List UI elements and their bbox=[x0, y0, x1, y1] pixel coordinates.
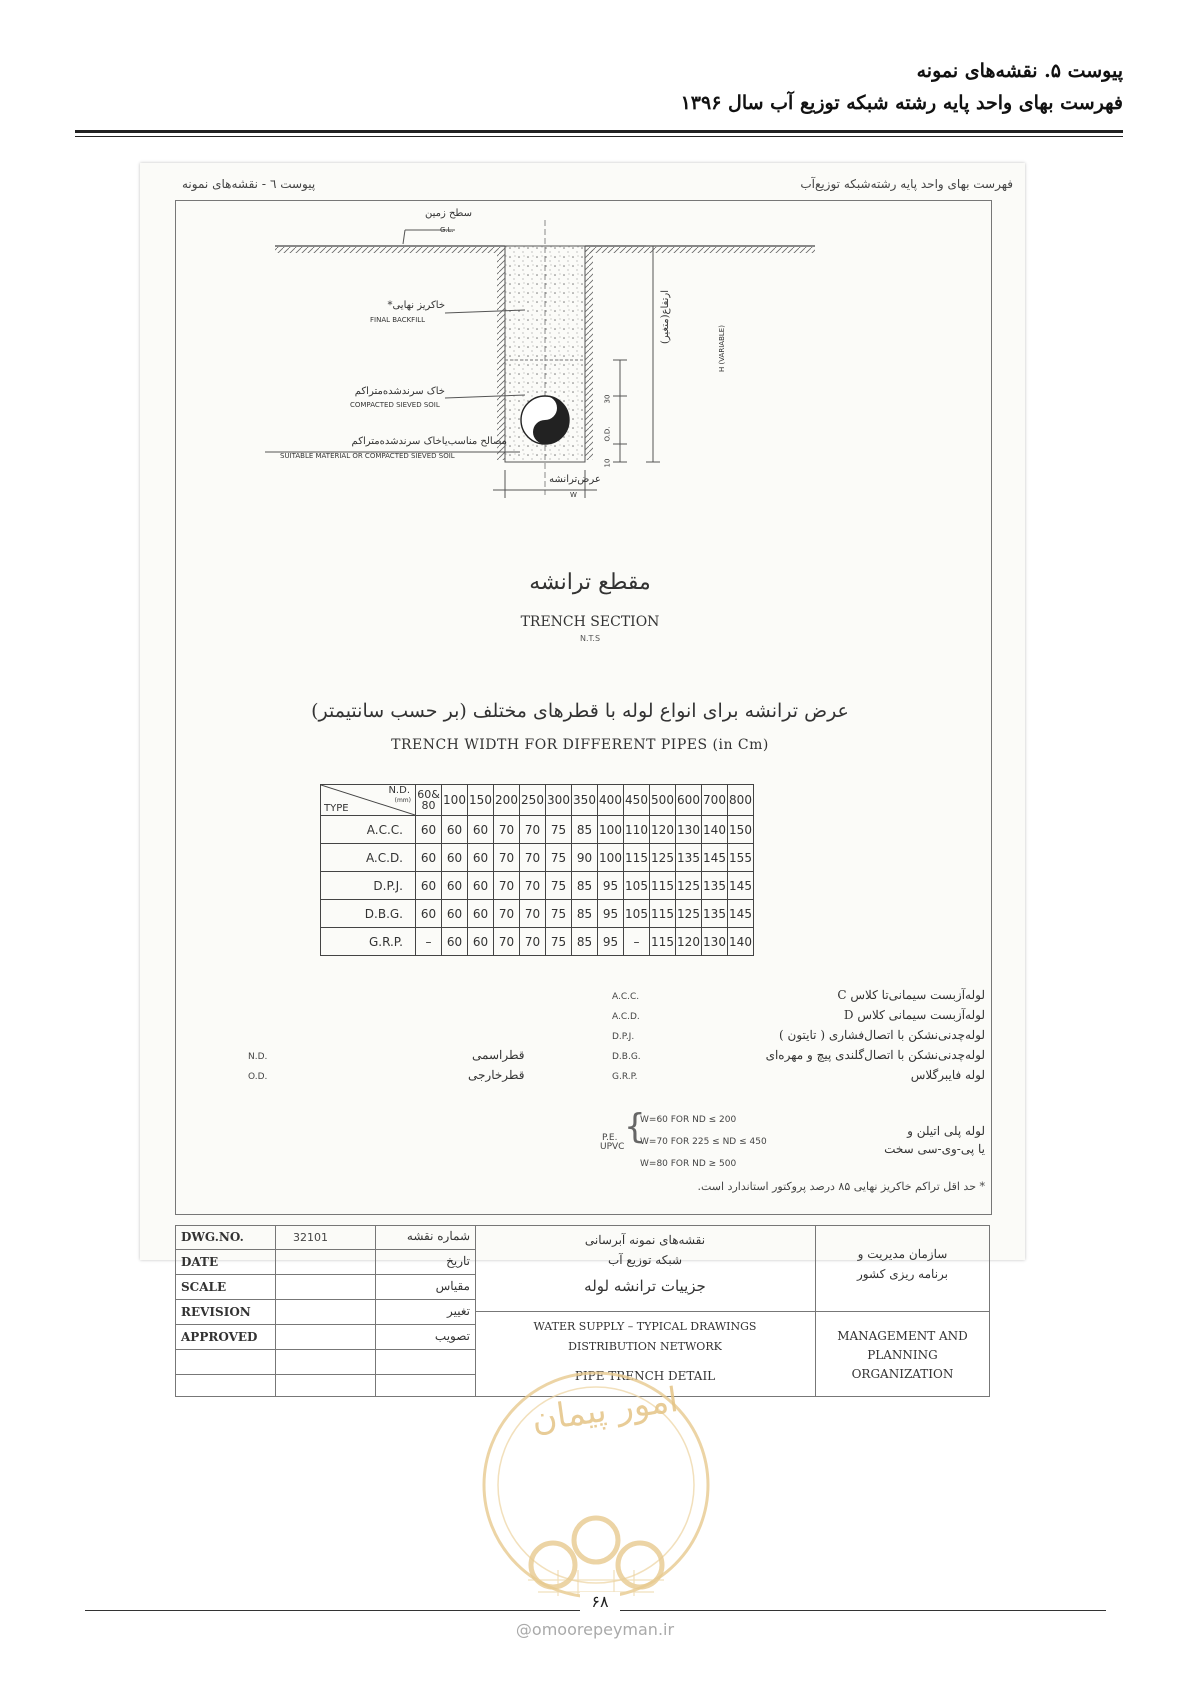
center-title-en-1: WATER SUPPLY – TYPICAL DRAWINGS bbox=[533, 1320, 757, 1333]
table-row bbox=[321, 872, 754, 900]
table-cell: 60 bbox=[442, 928, 468, 956]
column-header: 500 bbox=[650, 785, 676, 816]
row-type: A.C.C. bbox=[321, 816, 416, 844]
center-title-en-3: PIPE TRENCH DETAIL bbox=[574, 1369, 716, 1383]
corner-type-label: TYPE bbox=[324, 803, 349, 814]
approved-label: APPROVED bbox=[181, 1330, 258, 1344]
pe-desc-1: لوله پلی اتیلن و bbox=[907, 1124, 985, 1138]
table-cell: 75 bbox=[546, 844, 572, 872]
table-cell: 150 bbox=[728, 816, 754, 844]
final-backfill-label-en: FINAL BACKFILL bbox=[370, 316, 426, 324]
column-header bbox=[416, 785, 442, 816]
row-type: G.R.P. bbox=[321, 928, 416, 956]
table-cell: 60 bbox=[416, 816, 442, 844]
column-header: 100 bbox=[442, 785, 468, 816]
table-cell: 155 bbox=[728, 844, 754, 872]
table-cell: 115 bbox=[624, 844, 650, 872]
table-cell: 70 bbox=[520, 844, 546, 872]
width-table-title-en: TRENCH WIDTH FOR DIFFERENT PIPES (in Cm) bbox=[391, 737, 769, 753]
table-cell: 125 bbox=[676, 872, 702, 900]
sheet-header-right: فهرست بهای واحد پایه رشته‌شبکه توزیع‌آب bbox=[800, 177, 1013, 191]
table-cell: – bbox=[416, 928, 442, 956]
center-title-en-2: DISTRIBUTION NETWORK bbox=[568, 1340, 722, 1353]
ground-label-fa: سطح زمین bbox=[424, 208, 472, 219]
ground-hatch-right bbox=[585, 247, 815, 253]
table-cell: 145 bbox=[728, 900, 754, 928]
table-cell: 130 bbox=[702, 928, 728, 956]
legend-abbr: A.C.D. bbox=[612, 1012, 640, 1022]
table-corner-cell bbox=[321, 785, 416, 816]
table-cell: 100 bbox=[598, 816, 624, 844]
row-type: D.P.J. bbox=[321, 872, 416, 900]
table-cell: 75 bbox=[546, 928, 572, 956]
table-cell: 115 bbox=[650, 900, 676, 928]
ground-label-en: G.L. bbox=[440, 226, 454, 234]
column-header-line1: 60& bbox=[417, 788, 440, 801]
table-cell: 60 bbox=[416, 872, 442, 900]
org-en-1: MANAGEMENT AND bbox=[837, 1329, 968, 1343]
table-cell: 120 bbox=[676, 928, 702, 956]
column-header: 200 bbox=[494, 785, 520, 816]
pe-label: P.E. bbox=[602, 1133, 618, 1143]
compaction-note: * حد اقل تراکم خاکریز نهایی ۸۵ درصد پروکتور استاندارد است. bbox=[697, 1180, 985, 1193]
od-abbr: O.D. bbox=[248, 1072, 268, 1082]
table-cell: 115 bbox=[650, 928, 676, 956]
table-cell: 140 bbox=[702, 816, 728, 844]
table-row bbox=[321, 816, 754, 844]
table-cell: 135 bbox=[702, 872, 728, 900]
org-fa-2: برنامه ریزی کشور bbox=[856, 1267, 948, 1281]
dwg-no-label: DWG.NO. bbox=[181, 1230, 244, 1244]
table-cell: 70 bbox=[494, 816, 520, 844]
table-cell: 60 bbox=[442, 872, 468, 900]
pe-rule: W=70 FOR 225 ≤ ND ≤ 450 bbox=[640, 1137, 767, 1147]
revision-label: REVISION bbox=[181, 1305, 251, 1319]
watermark-text: امور پیمان bbox=[529, 1379, 681, 1441]
table-cell: 75 bbox=[546, 872, 572, 900]
header-line-1: پیوست ۵. نقشه‌های نمونه bbox=[916, 60, 1123, 82]
column-header: 450 bbox=[624, 785, 650, 816]
table-cell: 70 bbox=[520, 928, 546, 956]
compacted-soil-label-fa: خاک سرندشده‌متراکم bbox=[354, 386, 445, 397]
row-type: D.B.G. bbox=[321, 900, 416, 928]
corner-mm-label: (mm) bbox=[394, 797, 411, 804]
scale-label-fa: مقیاس bbox=[435, 1279, 470, 1293]
table-cell: 120 bbox=[650, 816, 676, 844]
table-cell: 70 bbox=[494, 928, 520, 956]
column-header: 250 bbox=[520, 785, 546, 816]
compacted-soil-label-en: COMPACTED SIEVED SOIL bbox=[350, 401, 440, 409]
center-title-fa-1: نقشه‌های نمونه آبرسانی bbox=[584, 1233, 706, 1247]
legend-desc: لوله‌آزبست سیمانی‌تا کلاس C bbox=[837, 988, 985, 1002]
header-rule-thick bbox=[75, 130, 1123, 133]
legend-desc: لوله‌آزبست سیمانی کلاس D bbox=[843, 1008, 985, 1022]
pe-rule: W=80 FOR ND ≥ 500 bbox=[640, 1159, 737, 1169]
table-cell: 140 bbox=[728, 928, 754, 956]
table-cell: 60 bbox=[468, 900, 494, 928]
table-cell: 60 bbox=[468, 816, 494, 844]
sheet-header-left: پیوست ٦ - نقشه‌های نمونه bbox=[182, 177, 316, 191]
table-cell: 95 bbox=[598, 900, 624, 928]
brace-icon: { bbox=[624, 1107, 646, 1147]
column-header: 800 bbox=[728, 785, 754, 816]
date-label-fa: تاریخ bbox=[446, 1254, 470, 1268]
dim-od: O.D. bbox=[603, 426, 612, 442]
table-cell: 85 bbox=[572, 928, 598, 956]
upvc-label: UPVC bbox=[600, 1142, 625, 1152]
table-cell: 105 bbox=[624, 872, 650, 900]
column-header: 350 bbox=[572, 785, 598, 816]
dwg-no-value: 32101 bbox=[293, 1231, 328, 1244]
legend-abbr: D.P.J. bbox=[612, 1032, 635, 1042]
table-cell: 85 bbox=[572, 872, 598, 900]
table-cell: 135 bbox=[702, 900, 728, 928]
column-header: 700 bbox=[702, 785, 728, 816]
section-scale: N.T.S bbox=[579, 634, 601, 643]
site-watermark: @omoorepeyman.ir bbox=[515, 1620, 675, 1639]
suitable-material-label-fa: مصالح مناسب‌یاخاک سرندشده‌متراکم bbox=[351, 436, 507, 447]
legend-desc: لوله فایبرگلاس bbox=[910, 1068, 985, 1082]
date-label: DATE bbox=[181, 1255, 219, 1269]
table-cell: 70 bbox=[494, 900, 520, 928]
trench-wall-left bbox=[497, 250, 505, 460]
table-cell: 60 bbox=[416, 844, 442, 872]
table-cell: 60 bbox=[468, 844, 494, 872]
table-cell: 105 bbox=[624, 900, 650, 928]
org-fa-1: سازمان مدیریت و bbox=[857, 1247, 948, 1261]
header-rule-thin bbox=[75, 136, 1123, 137]
table-row bbox=[321, 928, 754, 956]
trench-section-drawing bbox=[175, 200, 990, 550]
nd-desc: قطراسمی bbox=[472, 1048, 525, 1062]
org-en-3: ORGANIZATION bbox=[851, 1367, 954, 1381]
width-table-title-fa: عرض ترانشه برای انواع لوله با قطرهای مختلف (بر حسب سانتیمتر) bbox=[311, 700, 849, 722]
dwg-no-label-fa: شماره نقشه bbox=[406, 1229, 470, 1243]
table-cell: 100 bbox=[598, 844, 624, 872]
table-cell: 60 bbox=[416, 900, 442, 928]
table-header-row bbox=[321, 785, 754, 816]
approved-label-fa: تصویب bbox=[434, 1329, 470, 1343]
table-row bbox=[321, 844, 754, 872]
table-cell: 125 bbox=[676, 900, 702, 928]
table-cell: 70 bbox=[520, 872, 546, 900]
table-cell: 70 bbox=[520, 816, 546, 844]
height-label-en: H (VARIABLE) bbox=[718, 325, 726, 372]
table-cell: 90 bbox=[572, 844, 598, 872]
trench-wall-right bbox=[585, 250, 593, 460]
section-title-fa: مقطع ترانشه bbox=[529, 570, 651, 595]
od-desc: قطرخارجی bbox=[468, 1068, 525, 1082]
height-label-fa: ارتفاع(متغیر) bbox=[660, 290, 671, 344]
pe-desc-2: یا پی-وی-سی سخت bbox=[884, 1142, 985, 1156]
table-cell: 85 bbox=[572, 900, 598, 928]
table-row bbox=[321, 900, 754, 928]
table-cell: 70 bbox=[494, 844, 520, 872]
final-backfill-label-fa: خاکریز نهایی* bbox=[387, 300, 445, 311]
suitable-material-label-en: SUITABLE MATERIAL OR COMPACTED SIEVED SOIL bbox=[280, 452, 455, 460]
table-cell: 95 bbox=[598, 872, 624, 900]
trench-width-label-fa: عرض‌ترانشه bbox=[549, 474, 601, 485]
scale-label: SCALE bbox=[181, 1280, 227, 1294]
trench-width-table bbox=[320, 784, 754, 956]
legend-desc: لوله‌چدنی‌نشکن با اتصال‌فشاری ( تایتون ) bbox=[779, 1028, 985, 1042]
table-cell: 95 bbox=[598, 928, 624, 956]
table-cell: 145 bbox=[702, 844, 728, 872]
ground-hatch-left bbox=[275, 247, 505, 253]
table-cell: 75 bbox=[546, 900, 572, 928]
table-cell: 60 bbox=[442, 816, 468, 844]
row-type: A.C.D. bbox=[321, 844, 416, 872]
dim-10: 10 bbox=[603, 458, 612, 468]
org-en-2: PLANNING bbox=[867, 1348, 938, 1362]
table-cell: 70 bbox=[520, 900, 546, 928]
revision-label-fa: تغییر bbox=[447, 1304, 470, 1318]
column-header: 150 bbox=[468, 785, 494, 816]
table-cell: 60 bbox=[468, 928, 494, 956]
table-cell: 110 bbox=[624, 816, 650, 844]
table-cell: 60 bbox=[442, 900, 468, 928]
table-cell: 85 bbox=[572, 816, 598, 844]
trench-width-label-en: W bbox=[570, 491, 577, 499]
table-cell: 130 bbox=[676, 816, 702, 844]
legend-desc: لوله‌چدنی‌نشکن با اتصال‌گلندی پیچ و مهره‌ای bbox=[765, 1048, 985, 1062]
legend-abbr: G.R.P. bbox=[612, 1072, 638, 1082]
table-cell: 60 bbox=[442, 844, 468, 872]
column-header: 300 bbox=[546, 785, 572, 816]
header-line-2: فهرست بهای واحد پایه رشته شبکه توزیع آب سال ۱۳۹۶ bbox=[680, 92, 1123, 114]
column-header: 400 bbox=[598, 785, 624, 816]
table-cell: 75 bbox=[546, 816, 572, 844]
legend-abbr: D.B.G. bbox=[612, 1052, 641, 1062]
dim-30: 30 bbox=[603, 394, 612, 404]
table-cell: – bbox=[624, 928, 650, 956]
pe-rule: W=60 FOR ND ≤ 200 bbox=[640, 1115, 737, 1125]
table-cell: 115 bbox=[650, 872, 676, 900]
table-cell: 60 bbox=[468, 872, 494, 900]
table-cell: 135 bbox=[676, 844, 702, 872]
section-title-en: TRENCH SECTION bbox=[520, 614, 660, 630]
page-number: ۶۸ bbox=[580, 1592, 620, 1611]
corner-nd-label: N.D. bbox=[388, 785, 410, 796]
nd-abbr: N.D. bbox=[248, 1052, 268, 1062]
center-title-fa-3: جزییات ترانشه لوله bbox=[584, 1277, 706, 1295]
column-header-line2: 80 bbox=[421, 799, 436, 812]
table-cell: 125 bbox=[650, 844, 676, 872]
column-header: 600 bbox=[676, 785, 702, 816]
table-cell: 70 bbox=[494, 872, 520, 900]
table-cell: 145 bbox=[728, 872, 754, 900]
center-title-fa-2: شبکه توزیع آب bbox=[607, 1253, 683, 1267]
legend-abbr: A.C.C. bbox=[612, 992, 640, 1002]
